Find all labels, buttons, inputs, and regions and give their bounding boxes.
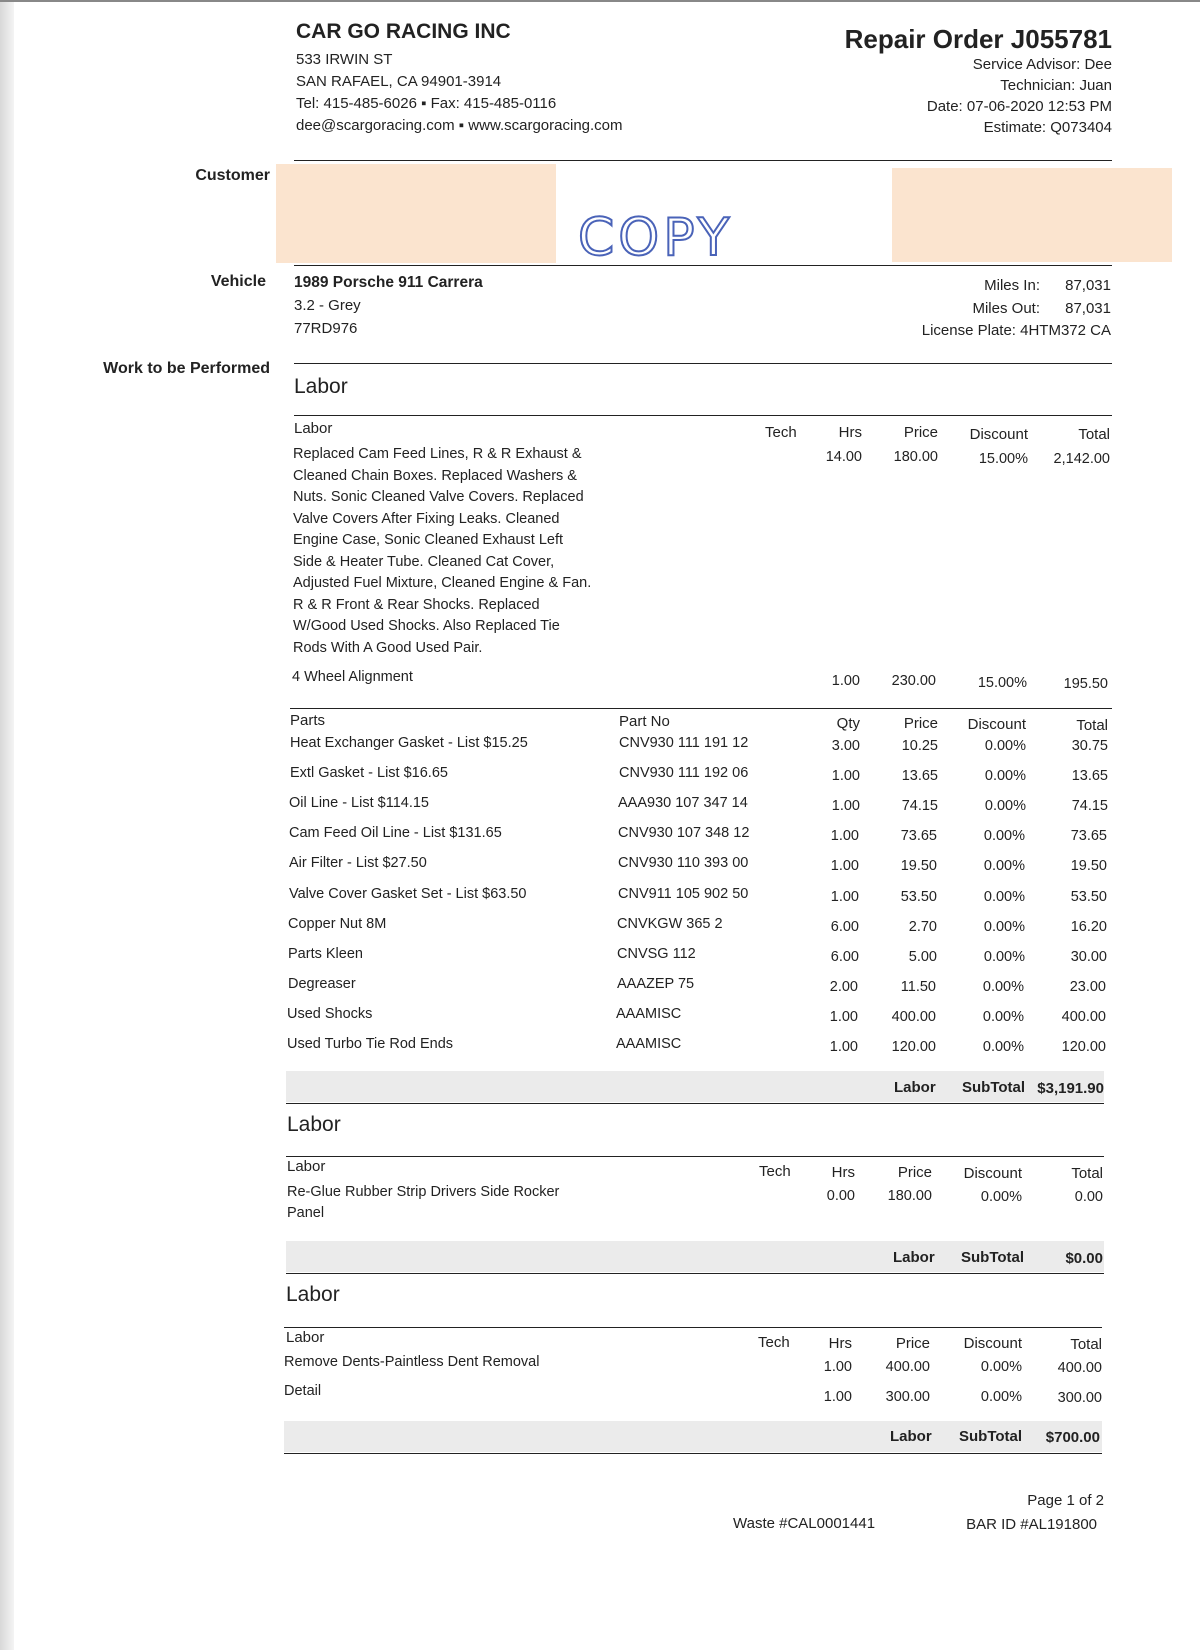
parts-total: 30.75 (1071, 738, 1108, 754)
parts-discount: 0.00% (983, 858, 1025, 874)
labor-row-total: 400.00 (1057, 1360, 1102, 1376)
parts-total: 73.65 (1070, 828, 1107, 844)
parts-discount: 0.00% (984, 768, 1026, 784)
parts-total: 16.20 (1070, 919, 1107, 935)
labor-row-hrs: 14.00 (825, 449, 862, 465)
parts-desc: Air Filter - List $27.50 (289, 855, 427, 871)
labor-row-price: 230.00 (891, 673, 936, 689)
parts-discount: 0.00% (982, 1039, 1024, 1055)
vehicle-trim: 3.2 - Grey (294, 297, 361, 314)
labor-row-price: 180.00 (887, 1188, 932, 1204)
hrs-col-header: Hrs (831, 1164, 855, 1181)
labor-row-desc: Remove Dents-Paintless Dent Removal (284, 1354, 540, 1370)
miles-in-label: Miles In: (984, 277, 1040, 294)
parts-partno: AAAZEP 75 (617, 976, 695, 992)
section2-labor-rule (286, 1156, 1104, 1157)
parts-discount: 0.00% (983, 949, 1025, 965)
parts-qty: 1.00 (829, 1039, 858, 1055)
qty-col-header: Qty (836, 715, 860, 732)
labor-row-price: 180.00 (893, 449, 938, 465)
hrs-col-header: Hrs (838, 424, 862, 441)
parts-total: 30.00 (1070, 949, 1107, 965)
section1-heading: Labor (294, 375, 348, 398)
subtotal-label: Labor (893, 1249, 935, 1266)
total-col-header: Total (1076, 717, 1108, 734)
parts-partno: AAAMISC (616, 1036, 682, 1052)
parts-total: 23.00 (1069, 979, 1106, 995)
parts-discount: 0.00% (983, 919, 1025, 935)
section3-labor-rule (284, 1327, 1102, 1328)
total-col-header: Total (1070, 1336, 1102, 1353)
vehicle-vin: 77RD976 (294, 320, 358, 337)
estimate-number: Estimate: Q073404 (983, 119, 1112, 136)
parts-qty: 2.00 (829, 979, 858, 995)
labor-row-desc: Detail (284, 1383, 322, 1399)
parts-qty: 1.00 (829, 1009, 858, 1025)
labor-row-discount: 0.00% (980, 1359, 1022, 1375)
subtotal-caption: SubTotal (962, 1079, 1026, 1096)
parts-price: 73.65 (900, 828, 937, 844)
parts-qty: 1.00 (831, 768, 860, 784)
tech-col-header: Tech (765, 424, 797, 441)
parts-partno: AAA930 107 347 14 (618, 795, 748, 811)
parts-qty: 6.00 (830, 919, 859, 935)
miles-in-value: 87,031 (1065, 277, 1111, 294)
parts-partno: AAAMISC (616, 1006, 682, 1022)
parts-qty: 6.00 (830, 949, 859, 965)
subtotal-label: Labor (894, 1079, 936, 1096)
company-name: CAR GO RACING INC (296, 20, 511, 43)
discount-col-header: Discount (963, 1165, 1022, 1182)
miles-out-label: Miles Out: (972, 300, 1040, 317)
technician: Technician: Juan (1000, 77, 1112, 94)
parts-desc: Oil Line - List $114.15 (289, 795, 429, 811)
bar-id: BAR ID #AL191800 (966, 1516, 1097, 1533)
parts-total: 74.15 (1071, 798, 1108, 814)
labor-row-hrs: 1.00 (823, 1389, 852, 1405)
subtotal-amount: $0.00 (1065, 1250, 1103, 1267)
license-plate: License Plate: 4HTM372 CA (921, 322, 1111, 339)
parts-price: 10.25 (901, 738, 938, 754)
parts-total: 13.65 (1071, 768, 1108, 784)
labor-row-total: 0.00 (1074, 1189, 1103, 1205)
parts-price: 11.50 (900, 979, 936, 995)
subtotal-label: Labor (890, 1428, 932, 1445)
waste-id: Waste #CAL0001441 (733, 1515, 876, 1532)
parts-desc: Valve Cover Gasket Set - List $63.50 (289, 886, 527, 902)
parts-price: 13.65 (901, 768, 938, 784)
price-col-header: Price (895, 1335, 930, 1352)
labor-row-total: 300.00 (1057, 1390, 1102, 1406)
labor-row-discount: 0.00% (980, 1189, 1022, 1205)
vehicle-model: 1989 Porsche 911 Carrera (294, 274, 483, 291)
order-title: Repair Order J055781 (844, 24, 1112, 54)
labor-row-discount: 15.00% (977, 675, 1027, 691)
labor-col-header: Labor (286, 1329, 325, 1346)
order-date: Date: 07-06-2020 12:53 PM (926, 98, 1112, 115)
parts-price: 5.00 (908, 949, 937, 965)
section2-end-rule (286, 1273, 1104, 1274)
parts-price: 19.50 (900, 858, 937, 874)
customer-divider (294, 265, 1112, 266)
parts-partno: CNV911 105 902 50 (618, 886, 749, 902)
parts-partno: CNVSG 112 (617, 946, 696, 962)
parts-price: 120.00 (891, 1039, 936, 1055)
labor-row-total: 195.50 (1063, 676, 1108, 692)
parts-price: 2.70 (908, 919, 937, 935)
labor-row-price: 400.00 (885, 1359, 930, 1375)
discount-col-header: Discount (969, 426, 1028, 443)
customer-redaction-right (892, 168, 1172, 262)
vehicle-label: Vehicle (210, 273, 266, 290)
total-col-header: Total (1078, 426, 1110, 443)
parts-partno: CNV930 110 393 00 (618, 855, 749, 871)
labor-row-hrs: 1.00 (823, 1359, 852, 1375)
labor-row-desc: 4 Wheel Alignment (292, 669, 413, 685)
parts-total: 120.00 (1061, 1039, 1106, 1055)
parts-qty: 1.00 (830, 828, 859, 844)
labor-row-desc: Re-Glue Rubber Strip Drivers Side Rocker Panel (287, 1184, 560, 1221)
labor-row-discount: 0.00% (980, 1389, 1022, 1405)
parts-col-header: Parts (290, 712, 326, 729)
price-col-header: Price (897, 1164, 932, 1181)
section2-heading: Labor (287, 1113, 341, 1136)
labor-row-total: 2,142.00 (1053, 451, 1110, 467)
company-city: SAN RAFAEL, CA 94901-3914 (296, 73, 502, 90)
labor-row-desc: Replaced Cam Feed Lines, R & R Exhaust & Cleaned Chain Boxes. Replaced Washers & Nuts. Sonic Cleaned Valve Covers. Replaced Valve Covers After Fixing Leaks. Cleaned Engine Case, Sonic Cleaned Exhaust Left Side & Heater Tube. Cleaned Cat Cover, Adjusted Fuel Mixture, Cleaned Engine & Fan. R & R Front & Rear Shocks. Replaced W/Good Used Shocks. Also Replaced Tie Rods With A Good Used Pair. (293, 446, 592, 656)
customer-redaction-left (276, 164, 556, 263)
parts-price: 74.15 (901, 798, 938, 814)
subtotal-amount: $700.00 (1045, 1429, 1100, 1446)
company-web: dee@scargoracing.com ▪ www.scargoracing.com (296, 117, 623, 134)
discount-col-header: Discount (963, 1335, 1022, 1352)
price-col-header: Price (903, 424, 938, 441)
tech-col-header: Tech (758, 1334, 790, 1351)
copy-stamp: COPY (578, 208, 734, 268)
parts-desc: Extl Gasket - List $16.65 (290, 765, 448, 781)
price-col-header: Price (903, 715, 938, 732)
parts-rule (290, 708, 1112, 709)
section1-labor-rule (294, 415, 1112, 416)
service-advisor: Service Advisor: Dee (972, 56, 1112, 73)
parts-total: 53.50 (1070, 889, 1107, 905)
parts-discount: 0.00% (984, 738, 1026, 754)
parts-qty: 1.00 (830, 858, 859, 874)
section1-end-rule (286, 1103, 1104, 1104)
labor-col-header: Labor (294, 420, 333, 437)
miles-out-value: 87,031 (1065, 300, 1111, 317)
parts-price: 400.00 (891, 1009, 936, 1025)
parts-desc: Used Turbo Tie Rod Ends (287, 1036, 454, 1052)
page-number: Page 1 of 2 (1027, 1492, 1104, 1509)
labor-row-hrs: 1.00 (831, 673, 860, 689)
labor-col-header: Labor (287, 1158, 326, 1175)
parts-discount: 0.00% (984, 798, 1026, 814)
company-address: 533 IRWIN ST (296, 51, 393, 68)
section3-heading: Labor (286, 1283, 340, 1306)
scan-top-edge (0, 0, 1200, 2)
work-label: Work to be Performed (103, 360, 270, 377)
parts-desc: Cam Feed Oil Line - List $131.65 (289, 825, 502, 841)
header-divider (294, 160, 1112, 161)
parts-discount: 0.00% (983, 889, 1025, 905)
subtotal-amount: $3,191.90 (1037, 1080, 1104, 1097)
parts-desc: Parts Kleen (288, 946, 363, 962)
parts-partno: CNV930 111 192 06 (619, 765, 749, 781)
work-divider (294, 363, 1112, 364)
parts-price: 53.50 (900, 889, 937, 905)
customer-label: Customer (195, 167, 270, 184)
parts-partno: CNVKGW 365 2 (617, 916, 723, 932)
parts-total: 19.50 (1070, 858, 1107, 874)
parts-discount: 0.00% (983, 828, 1025, 844)
parts-discount: 0.00% (982, 979, 1024, 995)
parts-desc: Heat Exchanger Gasket - List $15.25 (290, 735, 528, 751)
labor-row-discount: 15.00% (978, 451, 1028, 467)
parts-partno: CNV930 111 191 12 (619, 735, 749, 751)
company-phones: Tel: 415-485-6026 ▪ Fax: 415-485-0116 (296, 95, 557, 112)
scan-edge (0, 0, 14, 1650)
subtotal-caption: SubTotal (961, 1249, 1025, 1266)
section3-end-rule (284, 1453, 1102, 1454)
parts-total: 400.00 (1061, 1009, 1106, 1025)
tech-col-header: Tech (759, 1163, 791, 1180)
parts-desc: Copper Nut 8M (288, 916, 387, 932)
hrs-col-header: Hrs (828, 1335, 852, 1352)
discount-col-header: Discount (967, 716, 1026, 733)
parts-qty: 3.00 (831, 738, 860, 754)
parts-qty: 1.00 (831, 798, 860, 814)
parts-partno: CNV930 107 348 12 (618, 825, 750, 841)
parts-desc: Degreaser (288, 976, 356, 992)
total-col-header: Total (1071, 1165, 1103, 1182)
labor-row-price: 300.00 (885, 1389, 930, 1405)
partno-col-header: Part No (619, 713, 670, 730)
parts-desc: Used Shocks (287, 1006, 373, 1022)
parts-qty: 1.00 (830, 889, 859, 905)
parts-discount: 0.00% (982, 1009, 1024, 1025)
labor-row-hrs: 0.00 (826, 1188, 855, 1204)
subtotal-caption: SubTotal (959, 1428, 1023, 1445)
